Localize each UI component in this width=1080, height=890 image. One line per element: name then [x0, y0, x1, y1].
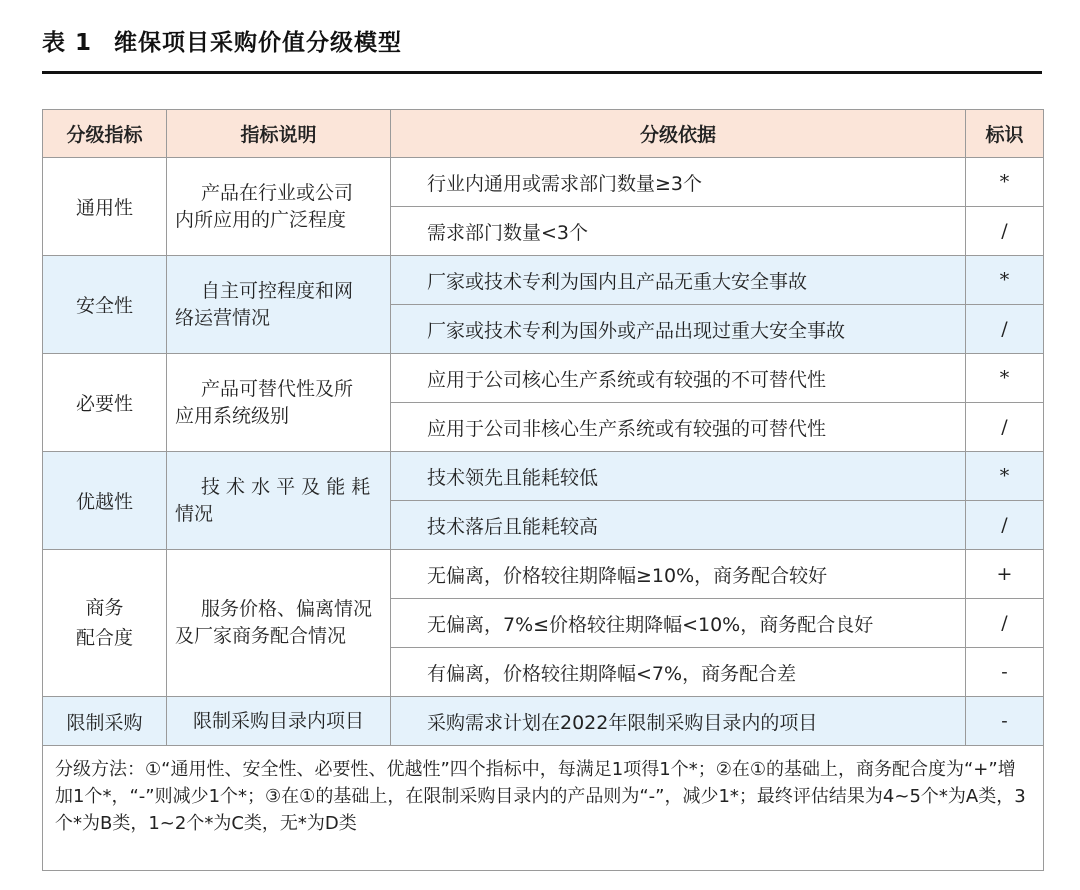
table-row: [43, 256, 1044, 305]
header-description: 指标说明: [167, 110, 391, 158]
basis-cell: 行业内通用或需求部门数量≥3个: [391, 158, 966, 207]
basis-cell: 技术领先且能耗较低: [391, 452, 966, 501]
mark-cell: /: [966, 207, 1044, 256]
table-row: [43, 158, 1044, 207]
basis-cell: 技术落后且能耗较高: [391, 501, 966, 550]
table-row: [43, 697, 1044, 746]
mark-cell: /: [966, 599, 1044, 648]
description-cell: 自主可控程度和网 络运营情况: [167, 256, 391, 354]
header-row: [43, 110, 1044, 158]
mark-cell: /: [966, 403, 1044, 452]
indicator-cell: 安全性: [43, 256, 167, 354]
indicator-cell: 优越性: [43, 452, 167, 550]
mark-cell: /: [966, 305, 1044, 354]
table-row: [43, 354, 1044, 403]
grading-table: [42, 109, 1044, 871]
basis-cell: 厂家或技术专利为国内且产品无重大安全事故: [391, 256, 966, 305]
description-cell: 服务价格、偏离情况 及厂家商务配合情况: [167, 550, 391, 697]
note-row: [43, 746, 1044, 871]
basis-cell: 应用于公司核心生产系统或有较强的不可替代性: [391, 354, 966, 403]
basis-cell: 采购需求计划在2022年限制采购目录内的项目: [391, 697, 966, 746]
basis-cell: 无偏离，7%≤价格较往期降幅<10%，商务配合良好: [391, 599, 966, 648]
mark-cell: +: [966, 550, 1044, 599]
indicator-cell: 商务 配合度: [43, 550, 167, 697]
description-cell: 技 术 水 平 及 能 耗 情况: [167, 452, 391, 550]
basis-cell: 无偏离，价格较往期降幅≥10%，商务配合较好: [391, 550, 966, 599]
indicator-cell: 通用性: [43, 158, 167, 256]
mark-cell: -: [966, 648, 1044, 697]
description-cell: 产品在行业或公司 内所应用的广泛程度: [167, 158, 391, 256]
mark-cell: *: [966, 452, 1044, 501]
indicator-cell: 限制采购: [43, 697, 167, 746]
table-number: 表 1: [42, 30, 93, 56]
table-title-text: 维保项目采购价值分级模型: [114, 30, 403, 56]
mark-cell: /: [966, 501, 1044, 550]
description-cell: 产品可替代性及所 应用系统级别: [167, 354, 391, 452]
indicator-cell: 必要性: [43, 354, 167, 452]
title-rule: [42, 71, 1042, 74]
mark-cell: *: [966, 158, 1044, 207]
table-row: [43, 452, 1044, 501]
header-mark: 标识: [966, 110, 1044, 158]
basis-cell: 厂家或技术专利为国外或产品出现过重大安全事故: [391, 305, 966, 354]
mark-cell: *: [966, 256, 1044, 305]
mark-cell: *: [966, 354, 1044, 403]
description-cell: 限制采购目录内项目: [167, 697, 391, 746]
mark-cell: -: [966, 697, 1044, 746]
grading-method-note: 分级方法：①“通用性、安全性、必要性、优越性”四个指标中，每满足1项得1个*；②在①的基础上，商务配合度为“+”增加1个*，“-”则减少1个*；③在①的基础上，在限制采购目录内的产品则为“-”，减少1*；最终评估结果为4~5个*为A类，3个*为B类，1~2个*为C类，无*为D类: [43, 746, 1044, 871]
table-row: [43, 550, 1044, 599]
table-title: [42, 24, 402, 57]
basis-cell: 有偏离，价格较往期降幅<7%，商务配合差: [391, 648, 966, 697]
basis-cell: 需求部门数量<3个: [391, 207, 966, 256]
header-basis: 分级依据: [391, 110, 966, 158]
header-indicator: 分级指标: [43, 110, 167, 158]
basis-cell: 应用于公司非核心生产系统或有较强的可替代性: [391, 403, 966, 452]
